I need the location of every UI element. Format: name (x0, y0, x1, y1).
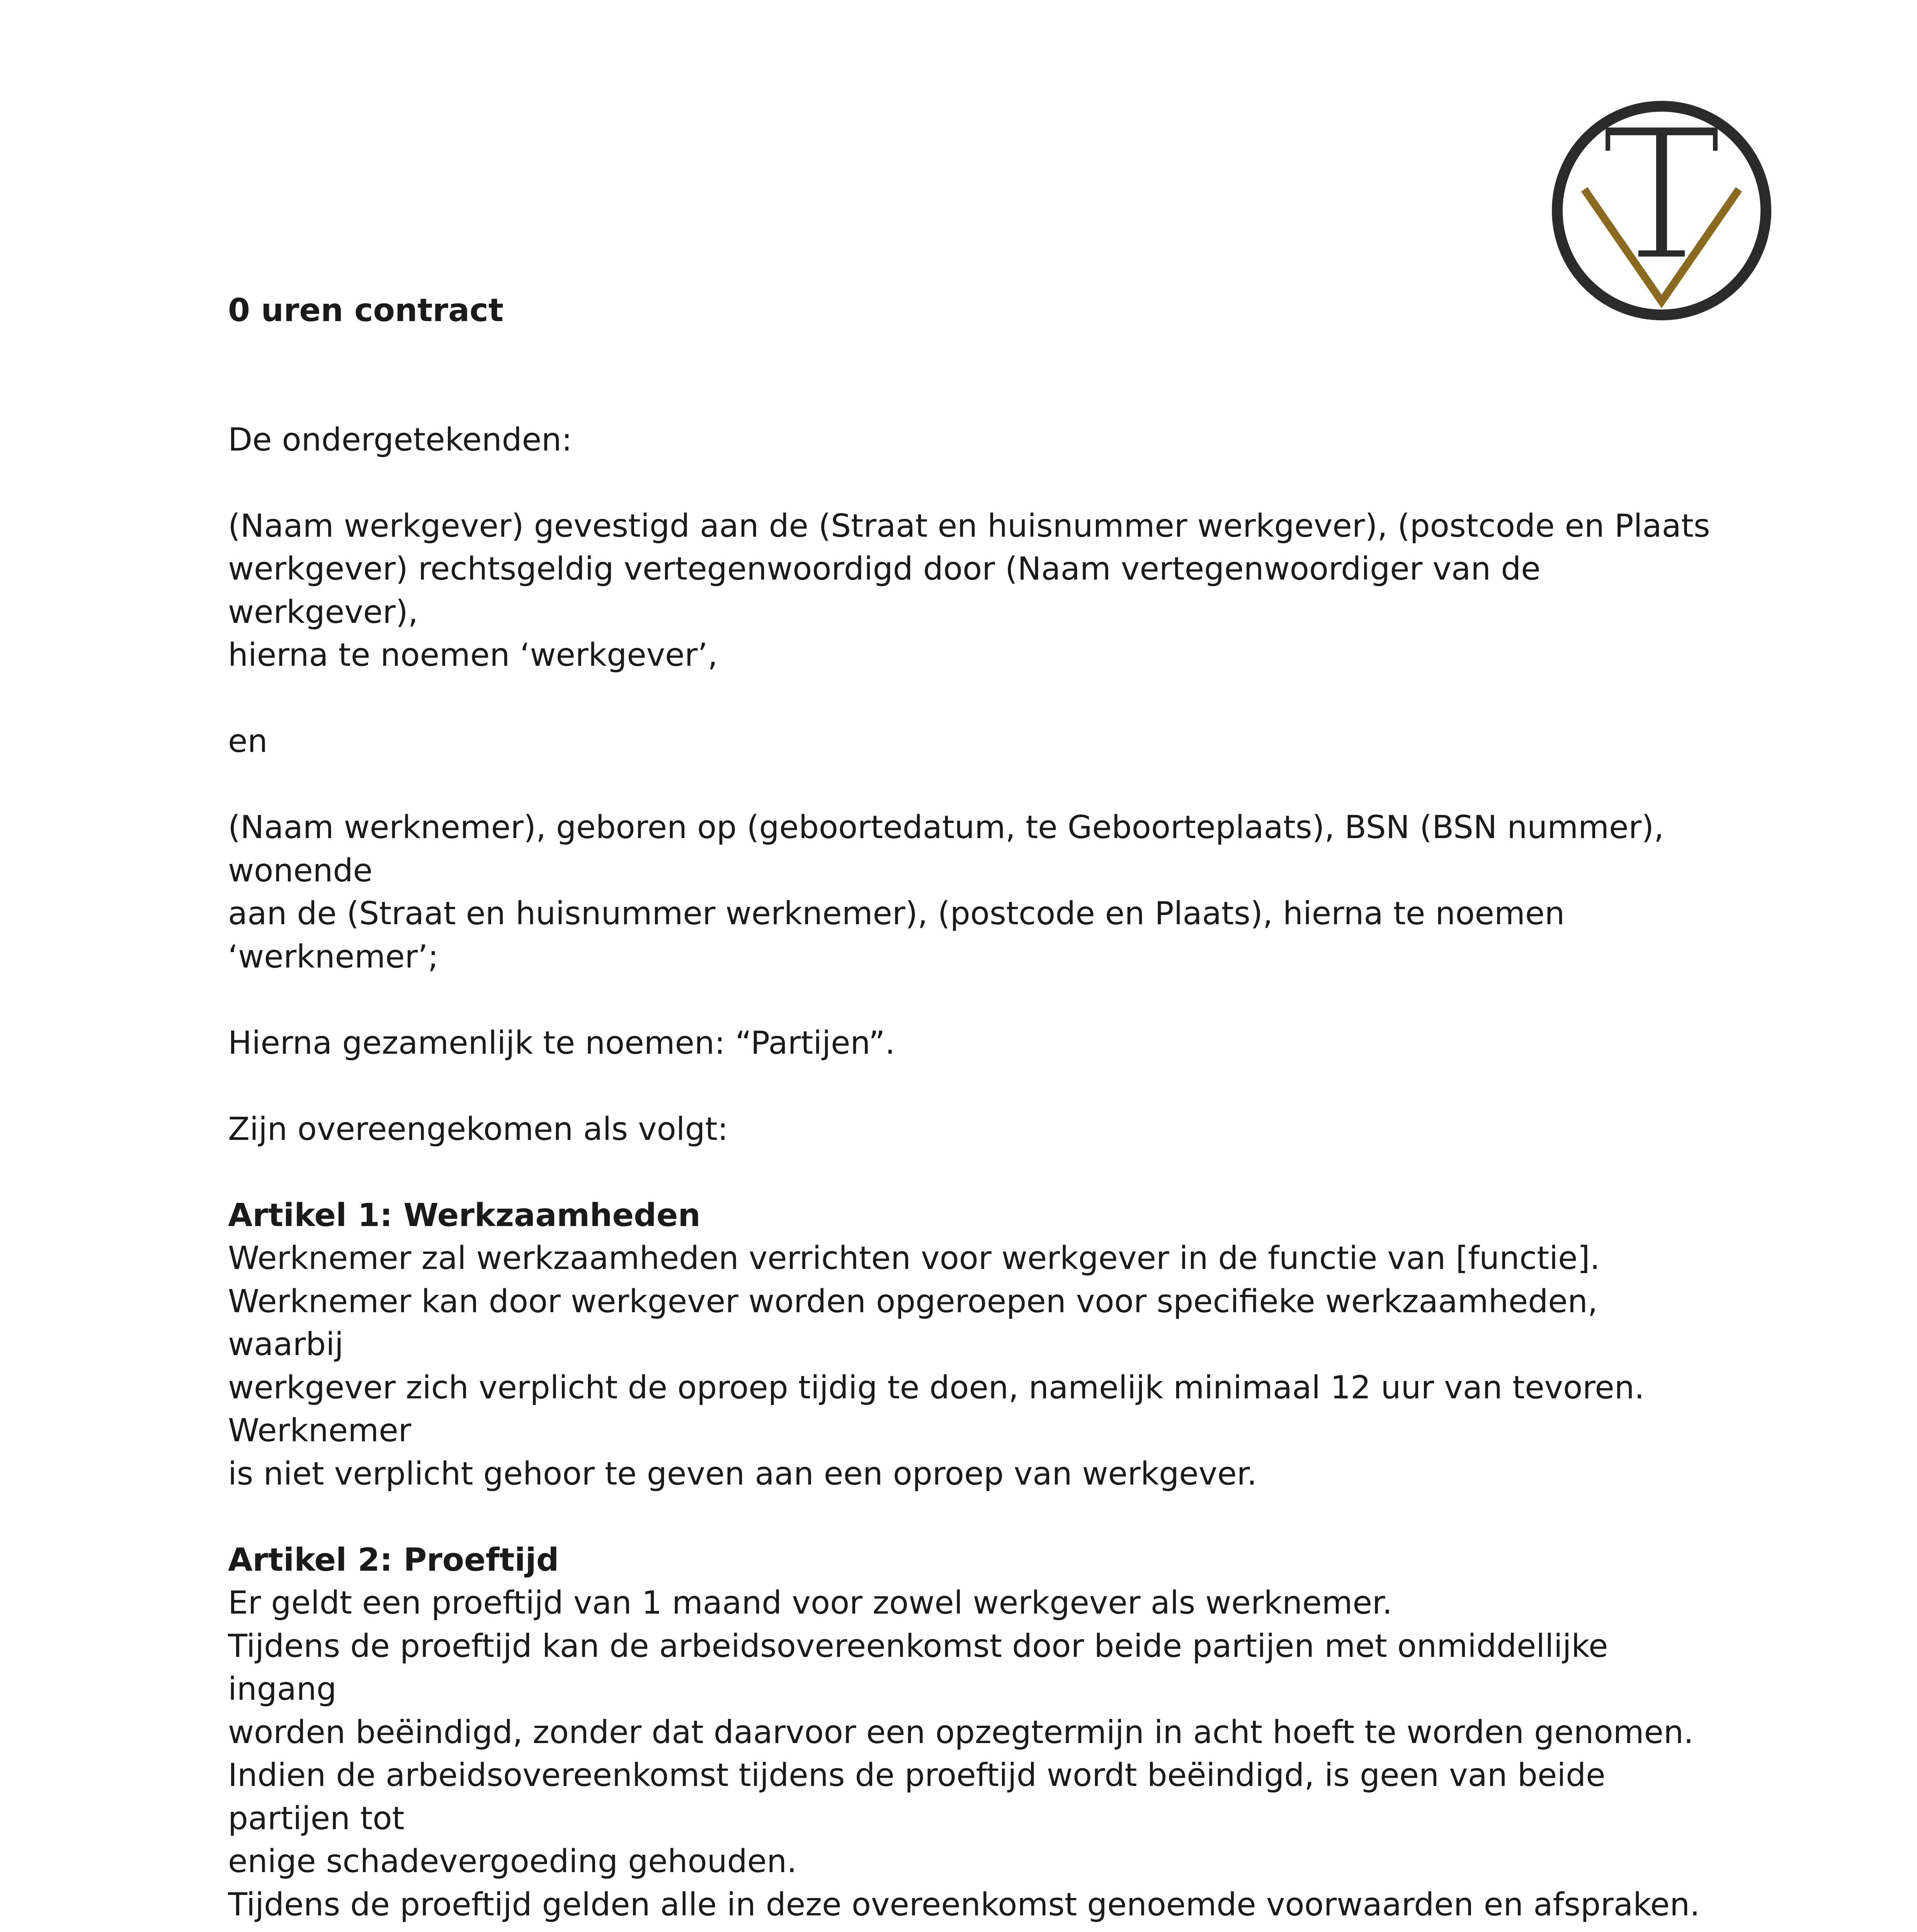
parties-text: Hierna gezamenlijk te noemen: “Partijen”. (228, 1024, 895, 1061)
article-2-heading: Artikel 2: Proeftijd (228, 1541, 559, 1578)
article-1-body: Werknemer zal werkzaamheden verrichten voor werkgever in de functie van [functie]. Werknemer kan door werkgever worden opgeroepen voor specifieke werkzaamheden, waarbij werkgever zich verplicht de oproep tijdig te doen, namelijk minimaal 12 uur van tevoren. Werknemer is niet verplicht gehoor te geven aan een oproep van werkgever. (228, 1240, 1645, 1492)
article-2-body: Er geldt een proeftijd van 1 maand voor zowel werkgever als werknemer. Tijdens de proeftijd kan de arbeidsovereenkomst door beide partijen met onmiddellijke ingang worden beëindigd, zonder dat daarvoor een opzegtermijn in acht hoeft te worden genomen. Indien de arbeidsovereenkomst tijdens de proeftijd wordt beëindigd, is geen van beide partijen tot enige schadevergoeding gehouden. Tijdens de proeftijd gelden alle in deze overeenkomst genoemde voorwaarden en afspraken. (228, 1585, 1700, 1923)
agreed-text: Zijn overeengekomen als volgt: (228, 1111, 728, 1148)
employee-paragraph: (Naam werknemer), geboren op (geboortedatum, te Geboorteplaats), BSN (BSN nummer), wonende aan de (Straat en huisnummer werknemer), (postcode en Plaats), hierna te noemen ‘werknemer’; (228, 809, 1664, 975)
and-text: en (228, 723, 268, 760)
document-title: 0 uren contract (228, 292, 504, 329)
employer-paragraph: (Naam werkgever) gevestigd aan de (Straat en huisnummer werkgever), (postcode en Plaats werkgever) rechtsgeldig vertegenwoordigd door (Naam vertegenwoordiger van de werkgever), hierna te noemen ‘werkgever’, (228, 507, 1710, 673)
contract-body (228, 289, 1720, 1932)
article-1-heading: Artikel 1: Werkzaamheden (228, 1197, 701, 1234)
intro-text: De ondergetekenden: (228, 421, 572, 458)
